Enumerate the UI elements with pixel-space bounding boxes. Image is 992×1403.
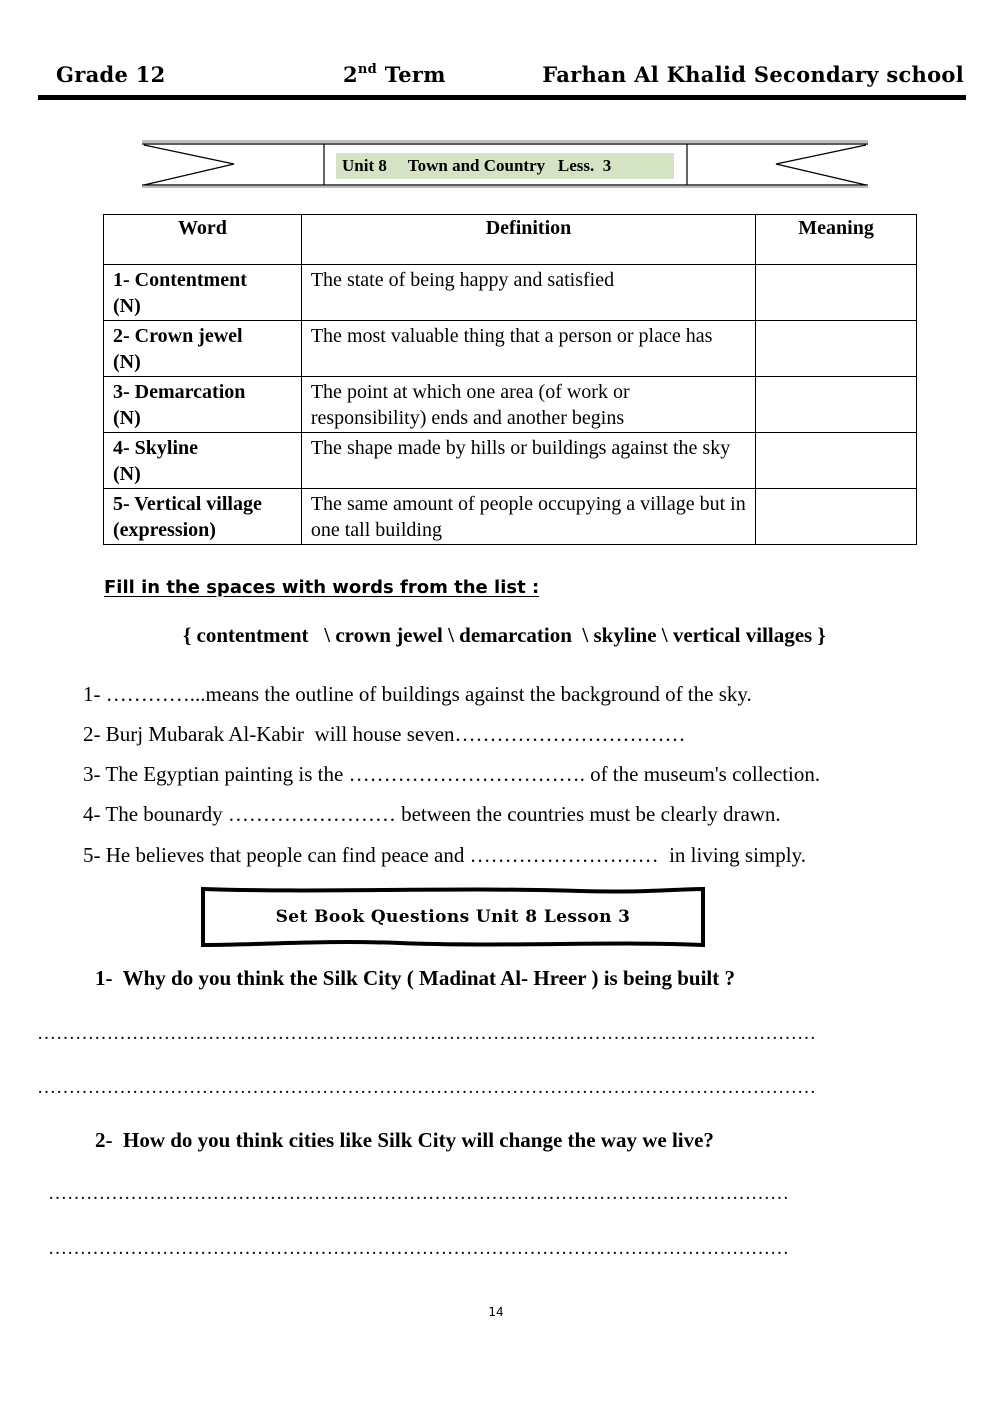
fill-sentence[interactable]: 2- Burj Mubarak Al-Kabir will house seven…………………………… <box>83 722 686 746</box>
term-word: Term <box>384 62 446 87</box>
unit-banner <box>142 140 868 188</box>
meaning-cell[interactable] <box>756 433 917 489</box>
meaning-cell[interactable] <box>756 321 917 377</box>
definition-cell: The state of being happy and satisfied <box>301 265 755 321</box>
word-term: 3- Demarcation <box>113 381 246 403</box>
page-number: 14 <box>488 1305 504 1319</box>
word-cell <box>104 377 302 433</box>
term-label <box>343 62 446 87</box>
table-header-row <box>104 215 917 265</box>
definition-cell: The same amount of people occupying a village but in one tall building <box>301 489 755 545</box>
grade-label: Grade 12 <box>56 62 166 87</box>
word-pos: (N) <box>113 295 141 317</box>
fill-sentence[interactable]: 5- He believes that people can find peace and ……………………… in living simply. <box>83 843 806 867</box>
word-pos: (N) <box>113 351 141 373</box>
header-definition: Definition <box>301 215 755 265</box>
word-pos: (N) <box>113 407 141 429</box>
table-row <box>104 321 917 377</box>
set-book-title: Set Book Questions Unit 8 Lesson 3 <box>275 907 631 927</box>
word-term: 4- Skyline <box>113 437 199 459</box>
word-term: 2- Crown jewel <box>113 325 243 347</box>
fill-in-title: Fill in the spaces with words from the list : <box>104 577 540 598</box>
answer-line[interactable]: ……………………………………………………………………………………………………… <box>48 1183 789 1204</box>
word-cell <box>104 321 302 377</box>
answer-line[interactable]: …………………………………………………………………………………………………………… <box>37 1077 816 1098</box>
set-book-banner <box>200 886 706 948</box>
table-row <box>104 489 917 545</box>
word-term: 1- Contentment <box>113 269 247 291</box>
vocabulary-table <box>103 214 917 545</box>
definition-cell: The shape made by hills or buildings against the sky <box>301 433 755 489</box>
table-row <box>104 433 917 489</box>
header-meaning: Meaning <box>756 215 917 265</box>
fill-sentence[interactable]: 1- …………...means the outline of buildings against the background of the sky. <box>83 682 752 706</box>
unit-title: Unit 8 Town and Country Less. 3 <box>336 153 674 179</box>
word-cell <box>104 489 302 545</box>
definition-cell: The point at which one area (of work or responsibility) ends and another begins <box>301 377 755 433</box>
header-rule <box>38 95 966 100</box>
word-pos: (expression) <box>113 519 216 541</box>
definition-cell: The most valuable thing that a person or place has <box>301 321 755 377</box>
answer-line[interactable]: …………………………………………………………………………………………………………… <box>37 1023 816 1044</box>
answer-line[interactable]: ……………………………………………………………………………………………………… <box>48 1238 789 1259</box>
header-word: Word <box>104 215 302 265</box>
fill-sentence[interactable]: 4- The bounardy …………………… between the countries must be clearly drawn. <box>83 802 781 826</box>
fill-sentence[interactable]: 3- The Egyptian painting is the ……………………………. of the museum's collection. <box>83 762 821 786</box>
school-name: Farhan Al Khalid Secondary school <box>542 62 964 87</box>
word-cell <box>104 433 302 489</box>
meaning-cell[interactable] <box>756 489 917 545</box>
meaning-cell[interactable] <box>756 377 917 433</box>
term-number: 2 <box>343 62 358 87</box>
table-row <box>104 265 917 321</box>
word-pos: (N) <box>113 463 141 485</box>
table-row <box>104 377 917 433</box>
word-cell <box>104 265 302 321</box>
term-superscript: nd <box>357 62 378 77</box>
word-term: 5- Vertical village <box>113 493 262 515</box>
set-book-question: 2- How do you think cities like Silk City will change the way we live? <box>95 1128 714 1152</box>
set-book-question: 1- Why do you think the Silk City ( Madinat Al- Hreer ) is being built ? <box>95 966 736 990</box>
word-bank: { contentment \ crown jewel \ demarcation \ skyline \ vertical villages } <box>183 623 826 647</box>
meaning-cell[interactable] <box>756 265 917 321</box>
